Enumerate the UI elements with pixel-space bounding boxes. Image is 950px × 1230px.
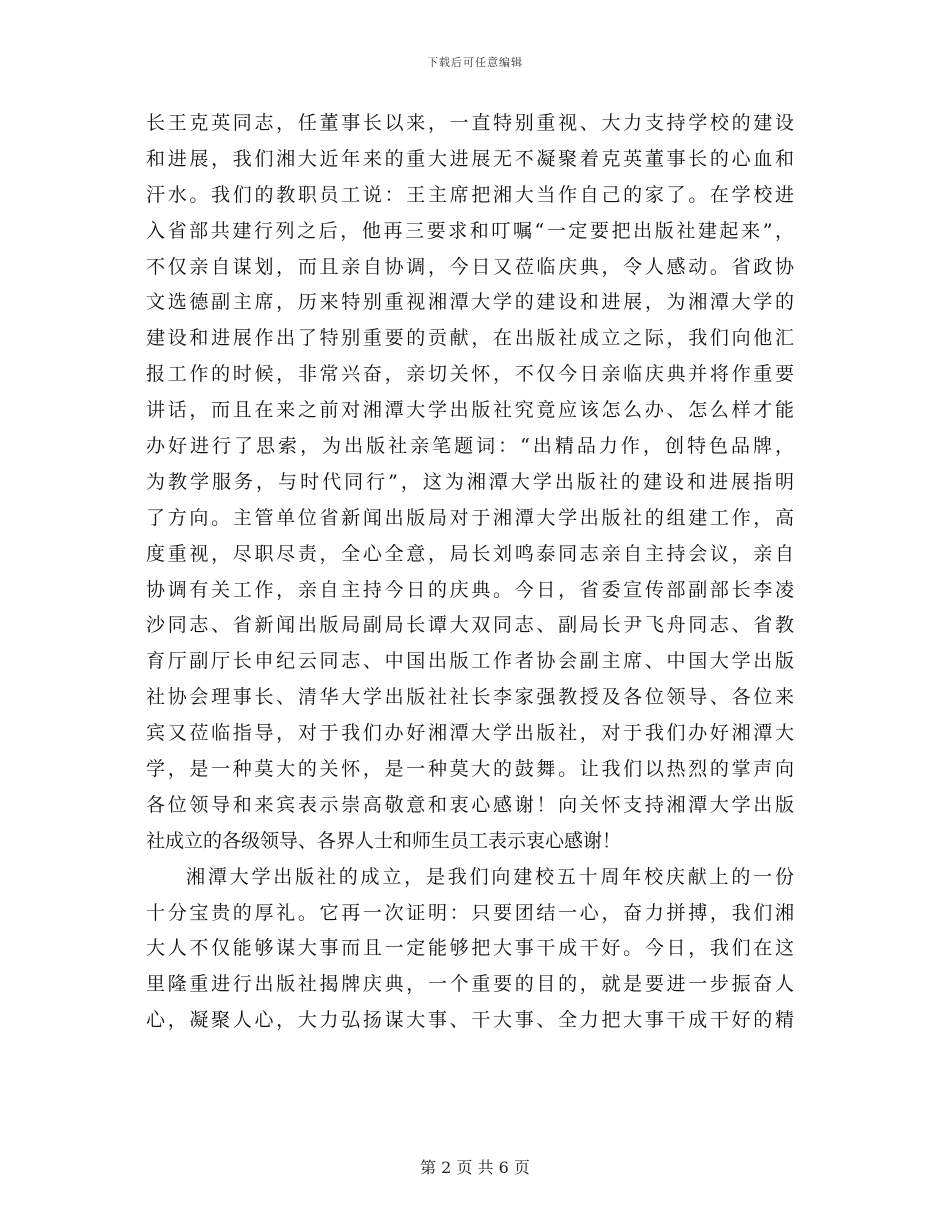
text-line: 为教学服务，与时代同行”，这为湘潭大学出版社的建设和进展指明 [146,470,794,493]
text-line: 湘潭大学出版社的成立，是我们向建校五十周年校庆献上的一份 [186,865,794,888]
text-line: 文选德副主席，历来特别重视湘潭大学的建设和进展，为湘潭大学的 [146,291,794,314]
document-body [146,106,794,1039]
text-line: 办好进行了思索，为出版社亲笔题词：“出精品力作，创特色品牌， [146,435,794,458]
page-header: 下载后可任意编辑 [427,56,523,69]
text-line: 里隆重进行出版社揭牌庆典，一个重要的目的，就是要进一步振奋人 [146,973,794,996]
text-line: 汗水。我们的教职员工说：王主席把湘大当作自己的家了。在学校进 [146,183,794,206]
text-line: 了方向。主管单位省新闻出版局对于湘潭大学出版社的组建工作，高 [146,506,794,529]
text-line: 沙同志、省新闻出版局副局长谭大双同志、副局长尹飞舟同志、省教 [146,614,794,637]
text-line: 建设和进展作出了特别重要的贡献，在出版社成立之际，我们向他汇 [146,327,794,350]
text-line: 讲话，而且在来之前对湘潭大学出版社究竟应该怎么办、怎么样才能 [146,399,794,422]
text-line: 宾又莅临指导，对于我们办好湘潭大学出版社，对于我们办好湘潭大 [146,722,794,745]
text-line: 大人不仅能够谋大事而且一定能够把大事干成干好。今日，我们在这 [146,937,794,960]
page-number-footer: 第 2 页 共 6 页 [420,1158,530,1177]
text-line: 社协会理事长、清华大学出版社社长李家强教授及各位领导、各位来 [146,686,794,709]
text-line: 长王克英同志，任董事长以来，一直特别重视、大力支持学校的建设 [146,112,794,134]
text-line: 各位领导和来宾表示崇高敬意和衷心感谢！向关怀支持湘潭大学出版 [146,793,794,816]
paragraph [146,860,794,1039]
text-line: 和进展，我们湘大近年来的重大进展无不凝聚着克英董事长的心血和 [146,147,794,170]
text-line: 度重视，尽职尽责，全心全意，局长刘鸣泰同志亲自主持会议，亲自 [146,542,794,565]
text-line: 十分宝贵的厚礼。它再一次证明：只要团结一心，奋力拼搏，我们湘 [146,901,794,924]
text-line: 入省部共建行列之后，他再三要求和叮嘱“一定要把出版社建起来”， [146,219,794,242]
text-line: 社成立的各级领导、各界人士和师生员工表示衷心感谢！ [146,829,622,852]
text-line: 育厅副厅长申纪云同志、中国出版工作者协会副主席、中国大学出版 [146,650,794,673]
text-line: 学，是一种莫大的关怀，是一种莫大的鼓舞。让我们以热烈的掌声向 [146,758,794,781]
text-line: 协调有关工作，亲自主持今日的庆典。今日，省委宣传部副部长李凌 [146,578,794,601]
text-line: 心，凝聚人心，大力弘扬谋大事、干大事、全力把大事干成干好的精 [146,1009,794,1032]
text-line: 不仅亲自谋划，而且亲自协调，今日又莅临庆典，令人感动。省政协 [146,255,794,278]
paragraph [146,106,794,860]
text-line: 报工作的时候，非常兴奋，亲切关怀，不仅今日亲临庆典并将作重要 [146,363,794,386]
